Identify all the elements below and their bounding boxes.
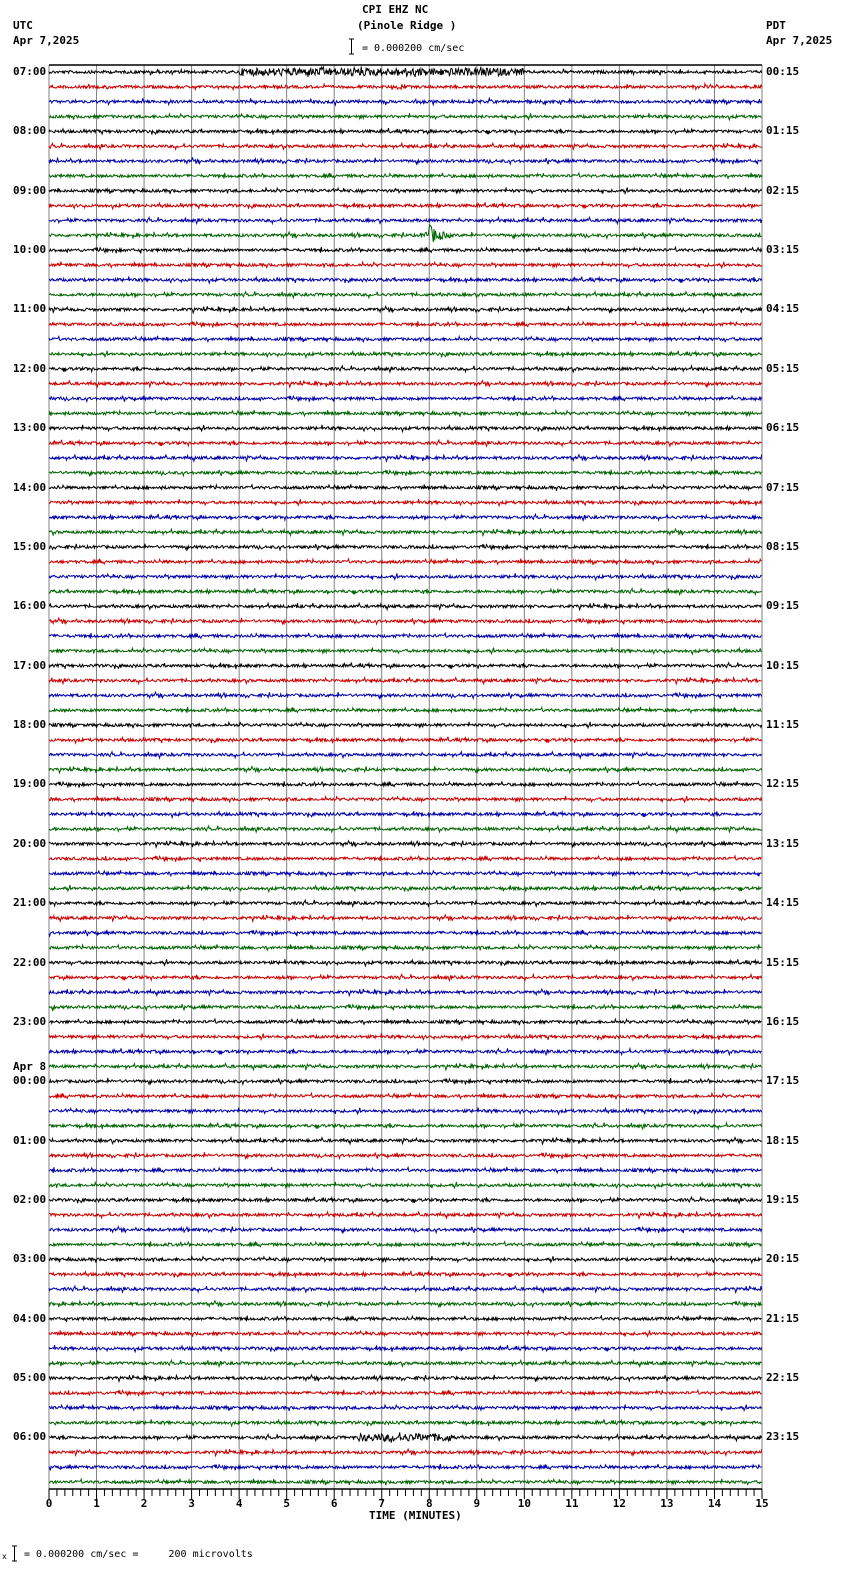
x-tick-label: 2	[140, 1497, 148, 1510]
pdt-hour-label: 07:15	[766, 480, 800, 494]
pdt-hour-label: 08:15	[766, 539, 800, 553]
utc-hour-label: 03:00	[13, 1252, 47, 1266]
pdt-hour-label: 16:15	[766, 1014, 800, 1028]
utc-hour-label: 21:00	[13, 896, 47, 910]
x-tick-label: 15	[755, 1497, 769, 1510]
left-timezone: UTC	[13, 19, 33, 32]
utc-hour-label: 23:00	[13, 1014, 47, 1028]
pdt-hour-label: 12:15	[766, 777, 800, 791]
x-tick-label: 6	[330, 1497, 338, 1510]
utc-hour-label: 16:00	[13, 599, 47, 613]
right-timezone: PDT	[766, 19, 786, 32]
utc-hour-label: 18:00	[13, 718, 47, 732]
pdt-hour-label: 01:15	[766, 124, 800, 138]
utc-hour-label: 10:00	[13, 243, 47, 257]
x-tick-label: 8	[425, 1497, 433, 1510]
utc-hour-label: 11:00	[13, 302, 47, 316]
utc-hour-label: 01:00	[13, 1133, 47, 1147]
pdt-hour-label: 04:15	[766, 302, 800, 316]
utc-hour-label: 20:00	[13, 836, 47, 850]
x-tick-label: 12	[612, 1497, 627, 1510]
pdt-hour-label: 02:15	[766, 183, 800, 197]
pdt-hour-label: 21:15	[766, 1311, 800, 1325]
utc-hour-label: 05:00	[13, 1371, 47, 1385]
date-change-label: Apr 8	[13, 1060, 47, 1074]
pdt-hour-label: 23:15	[766, 1430, 800, 1444]
scale-text: = 0.000200 cm/sec	[362, 43, 465, 54]
utc-hour-label: 19:00	[13, 777, 47, 791]
utc-hour-label: 14:00	[13, 480, 47, 494]
utc-hour-label: 13:00	[13, 421, 47, 435]
utc-hour-label: 00:00	[13, 1074, 47, 1088]
utc-hour-label: 02:00	[13, 1193, 47, 1206]
pdt-hour-label: 00:15	[766, 65, 800, 78]
footer-scale-bar-icon	[11, 1545, 18, 1562]
station-title: CPI EHZ NC	[362, 3, 429, 16]
left-date: Apr 7,2025	[13, 34, 80, 47]
x-tick-label: 10	[517, 1497, 531, 1510]
utc-hour-label: 09:00	[13, 183, 47, 197]
x-tick-label: 11	[565, 1497, 579, 1510]
utc-hour-label: 07:00	[13, 65, 47, 78]
utc-hour-label: 22:00	[13, 955, 47, 969]
pdt-hour-label: 13:15	[766, 836, 800, 850]
station-location: (Pinole Ridge )	[357, 19, 457, 32]
pdt-hour-label: 11:15	[766, 718, 800, 732]
pdt-hour-label: 06:15	[766, 421, 800, 435]
pdt-hour-label: 17:15	[766, 1074, 800, 1088]
footer-scale-text: = 0.000200 cm/sec = 200 microvolts	[24, 1549, 253, 1560]
utc-hour-label: 17:00	[13, 658, 47, 672]
utc-hour-label: 06:00	[13, 1430, 47, 1444]
x-tick-label: 0	[45, 1497, 53, 1510]
utc-hour-label: 15:00	[13, 539, 47, 553]
pdt-hour-label: 10:15	[766, 658, 800, 672]
x-tick-label: 1	[93, 1497, 100, 1510]
footer-glyph: x	[2, 1552, 7, 1561]
x-axis-label: TIME (MINUTES)	[369, 1509, 462, 1522]
pdt-hour-label: 20:15	[766, 1252, 800, 1266]
x-tick-label: 5	[283, 1497, 290, 1510]
pdt-hour-label: 03:15	[766, 243, 800, 257]
pdt-hour-label: 09:15	[766, 599, 800, 613]
x-tick-label: 13	[660, 1497, 674, 1510]
x-tick-label: 3	[188, 1497, 195, 1510]
pdt-hour-label: 22:15	[766, 1371, 800, 1385]
utc-hour-label: 08:00	[13, 124, 47, 138]
right-date: Apr 7,2025	[766, 34, 833, 47]
pdt-hour-label: 19:15	[766, 1193, 800, 1206]
pdt-hour-label: 14:15	[766, 896, 800, 910]
x-tick-label: 4	[235, 1497, 243, 1510]
x-tick-label: 7	[378, 1497, 386, 1510]
x-tick-label: 9	[473, 1497, 481, 1510]
pdt-hour-label: 15:15	[766, 955, 800, 969]
utc-hour-label: 04:00	[13, 1311, 47, 1325]
utc-hour-label: 12:00	[13, 361, 47, 375]
pdt-hour-label: 05:15	[766, 361, 800, 375]
x-tick-label: 14	[707, 1497, 722, 1510]
pdt-hour-label: 18:15	[766, 1133, 800, 1147]
